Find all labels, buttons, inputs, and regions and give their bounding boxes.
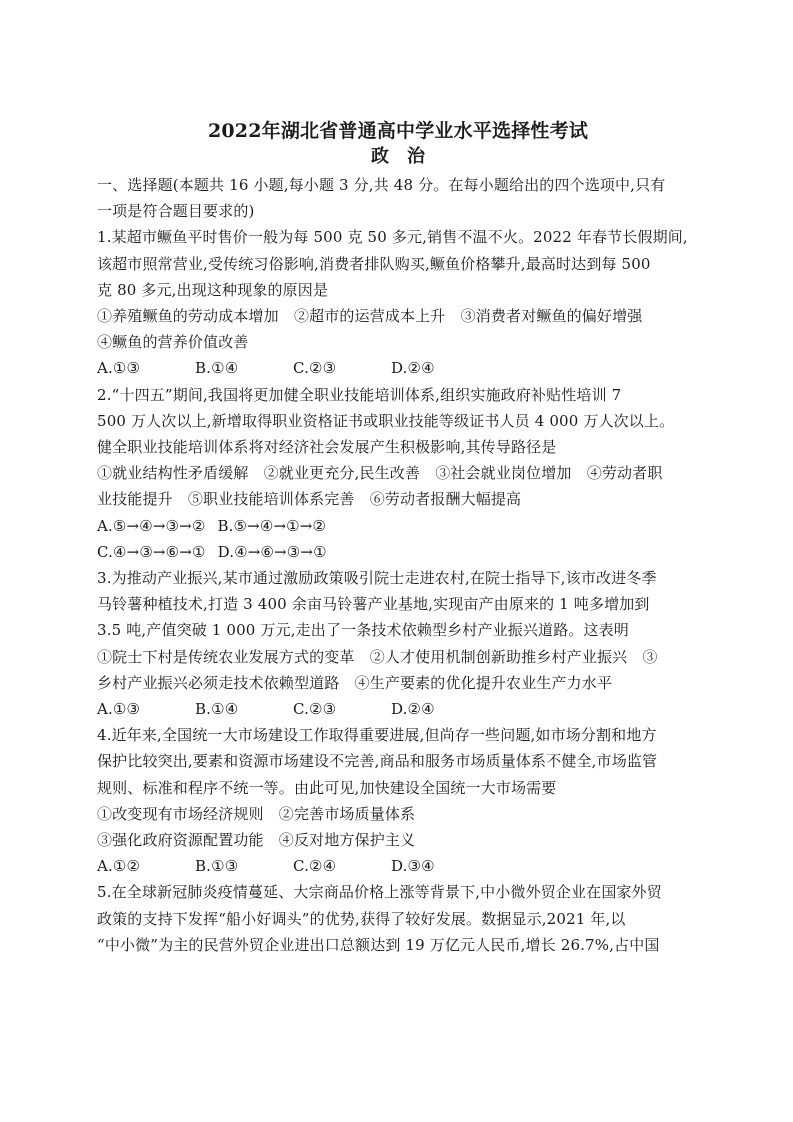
question-stem-line: 健全职业技能培训体系将对经济社会发展产生积极影响,其传导路径是 [97, 438, 557, 457]
question-stem-line: 马铃薯种植技术,打造 3 400 余亩马铃薯产业基地,实现亩产由原来的 1 吨多增加到 [97, 595, 650, 614]
option-b: B.①④ [195, 700, 239, 719]
exam-title: 2022年湖北省普通高中学业水平选择性考试 [207, 120, 589, 142]
question-stem-line: 1.某超市鳜鱼平时售价一般为每 500 克 50 多元,销售不温不火。2022 年春节长假期间, [97, 228, 688, 247]
option-a: A.①③ [97, 359, 141, 378]
option-b: B.⑤→④→①→② [217, 516, 327, 535]
statement-line: 业技能提升 ⑤职业技能培训体系完善 ⑥劳动者报酬大幅提高 [97, 490, 522, 509]
question-4 [97, 722, 699, 879]
question-stem-line: 规则、标准和程序不统一等。由此可见,加快建设全国统一大市场需要 [97, 778, 557, 797]
option-c: C.②④ [293, 857, 337, 876]
answer-options [97, 513, 699, 539]
section-header-line: 一、选择题(本题共 16 小题,每小题 3 分,共 48 分。在每小题给出的四个选项中,只有 [97, 176, 666, 194]
question-stem-line: 3.5 吨,产值突破 1 000 万元,走出了一条技术依赖型乡村产业振兴道路。这表明 [97, 621, 629, 640]
question-stem-line: 4.近年来,全国统一大市场建设工作取得重要进展,但尚存一些问题,如市场分割和地方 [97, 726, 657, 745]
statement-line: ④鳜鱼的营养价值改善 [97, 333, 249, 352]
statement-line: ①养殖鳜鱼的劳动成本增加 ②超市的运营成本上升 ③消费者对鳜鱼的偏好增强 [97, 307, 643, 326]
answer-options [97, 696, 699, 722]
section-header [97, 172, 699, 224]
statement-line: ①院士下村是传统农业发展方式的变革 ②人才使用机制创新助推乡村产业振兴 ③ [97, 647, 658, 666]
statement-line: ①就业结构性矛盾缓解 ②就业更充分,民生改善 ③社会就业岗位增加 ④劳动者职 [97, 464, 663, 483]
option-c: C.④→③→⑥→① [97, 542, 206, 561]
question-stem-line: 2.“十四五”期间,我国将更加健全职业技能培训体系,组织实施政府补贴性培训 7 [97, 385, 622, 404]
option-d: D.④→⑥→③→① [217, 542, 327, 561]
option-b: B.①④ [195, 359, 239, 378]
option-c: C.②③ [293, 700, 337, 719]
option-a: A.①③ [97, 700, 141, 719]
question-2 [97, 382, 699, 565]
option-d: D.③④ [391, 857, 435, 876]
question-5 [97, 879, 699, 958]
question-stem-line: 500 万人次以上,新增取得职业资格证书或职业技能等级证书人员 4 000 万人次以上。 [97, 411, 675, 430]
question-stem-line: 3.为推动产业振兴,某市通过激励政策吸引院士走进农村,在院士指导下,该市改进冬季 [97, 569, 657, 588]
question-stem-line: 政策的支持下发挥“船小好调头”的优势,获得了较好发展。数据显示,2021 年,以 [97, 909, 626, 928]
answer-options [97, 539, 699, 565]
exam-subject: 政治 [371, 146, 443, 167]
statement-line: 乡村产业振兴必须走技术依赖型道路 ④生产要素的优化提升农业生产力水平 [97, 673, 613, 692]
answer-options [97, 853, 699, 879]
exam-page [97, 118, 699, 958]
question-stem-line: 克 80 多元,出现这种现象的原因是 [97, 280, 329, 299]
question-stem-line: 该超市照常营业,受传统习俗影响,消费者排队购买,鳜鱼价格攀升,最高时达到每 500 [97, 254, 651, 273]
answer-options [97, 355, 699, 381]
option-a: A.⑤→④→③→② [97, 516, 206, 535]
question-3 [97, 565, 699, 722]
question-stem-line: 保护比较突出,要素和资源市场建设不完善,商品和服务市场质量体系不健全,市场监管 [97, 752, 658, 771]
option-d: D.②④ [391, 700, 435, 719]
option-c: C.②③ [293, 359, 337, 378]
option-b: B.①③ [195, 857, 239, 876]
statement-line: ①改变现有市场经济规则 ②完善市场质量体系 [97, 804, 416, 823]
section-header-line: 一项是符合题目要求的) [97, 202, 255, 221]
option-a: A.①② [97, 857, 141, 876]
question-stem-line: “中小微”为主的民营外贸企业进出口总额达到 19 万亿元人民币,增长 26.7%,占中国 [97, 935, 660, 954]
statement-line: ③强化政府资源配置功能 ④反对地方保护主义 [97, 831, 416, 850]
option-d: D.②④ [391, 359, 435, 378]
question-1 [97, 224, 699, 381]
question-stem-line: 5.在全球新冠肺炎疫情蔓延、大宗商品价格上涨等背景下,中小微外贸企业在国家外贸 [97, 883, 662, 902]
